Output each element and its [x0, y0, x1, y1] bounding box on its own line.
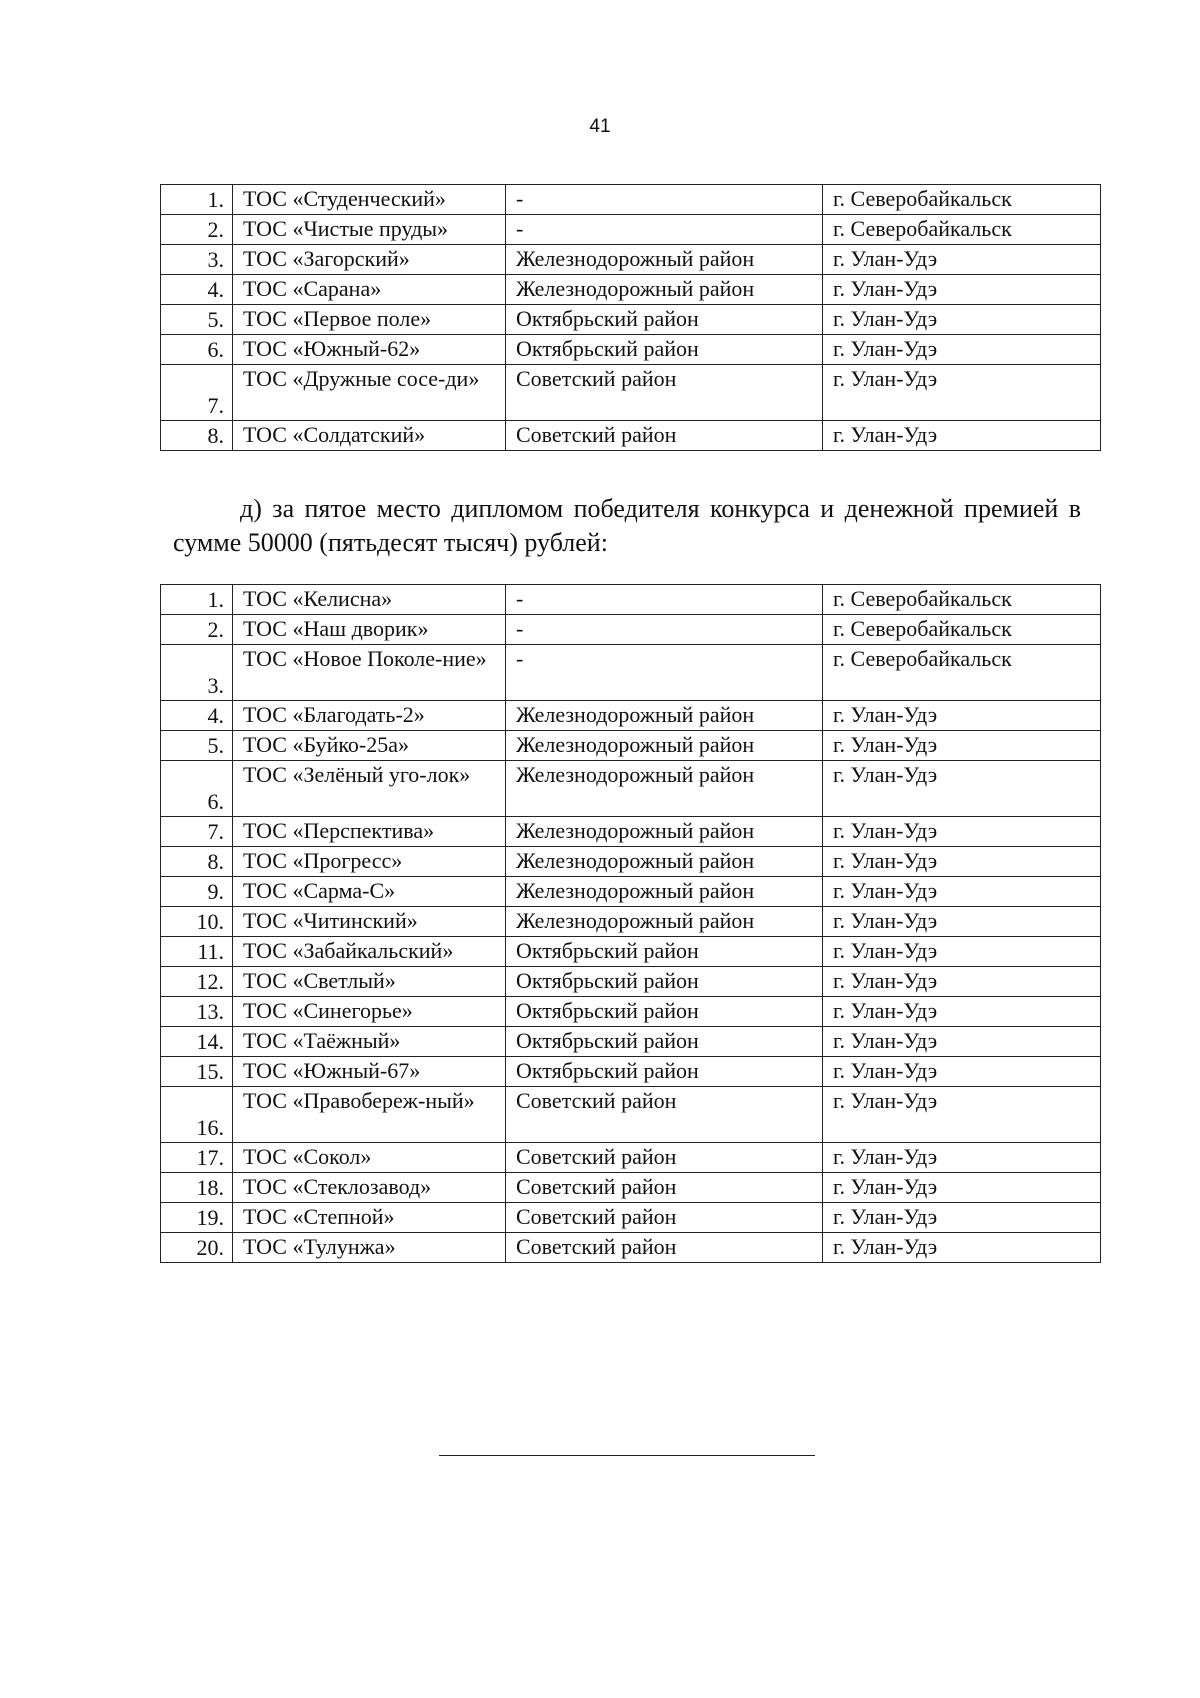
district-name: Октябрьский район: [506, 997, 823, 1027]
tos-name: ТОС «Студенческий»: [233, 185, 506, 215]
city-name: г. Улан-Удэ: [823, 1143, 1101, 1173]
city-name: г. Улан-Удэ: [823, 937, 1101, 967]
city-name: г. Улан-Удэ: [823, 1057, 1101, 1087]
table-row: [161, 907, 1101, 937]
city-name: г. Улан-Удэ: [823, 761, 1101, 817]
row-number: 8.: [161, 421, 233, 451]
third-place-winners-table: [160, 184, 1101, 451]
tos-name: ТОС «Прогресс»: [233, 847, 506, 877]
table-row: [161, 185, 1101, 215]
district-name: Октябрьский район: [506, 305, 823, 335]
district-name: Железнодорожный район: [506, 877, 823, 907]
district-name: Советский район: [506, 421, 823, 451]
city-name: г. Улан-Удэ: [823, 245, 1101, 275]
table-row: [161, 1203, 1101, 1233]
city-name: г. Улан-Удэ: [823, 907, 1101, 937]
table-row: [161, 731, 1101, 761]
tos-name: ТОС «Читинский»: [233, 907, 506, 937]
city-name: г. Улан-Удэ: [823, 1087, 1101, 1143]
row-number: 5.: [161, 731, 233, 761]
tos-name: ТОС «Стеклозавод»: [233, 1173, 506, 1203]
tos-name: ТОС «Правобереж-ный»: [233, 1087, 506, 1143]
tos-name: ТОС «Сокол»: [233, 1143, 506, 1173]
district-name: Октябрьский район: [506, 937, 823, 967]
district-name: Октябрьский район: [506, 1057, 823, 1087]
table-row: [161, 1057, 1101, 1087]
row-number: 4.: [161, 701, 233, 731]
district-name: Железнодорожный район: [506, 275, 823, 305]
table-row: [161, 701, 1101, 731]
row-number: 3.: [161, 245, 233, 275]
tos-name: ТОС «Светлый»: [233, 967, 506, 997]
city-name: г. Улан-Удэ: [823, 847, 1101, 877]
row-number: 5.: [161, 305, 233, 335]
city-name: г. Улан-Удэ: [823, 997, 1101, 1027]
row-number: 1.: [161, 185, 233, 215]
tos-name: ТОС «Солдатский»: [233, 421, 506, 451]
table-row: [161, 305, 1101, 335]
city-name: г. Улан-Удэ: [823, 305, 1101, 335]
tos-name: ТОС «Сарма-С»: [233, 877, 506, 907]
city-name: г. Улан-Удэ: [823, 1173, 1101, 1203]
table-row: [161, 877, 1101, 907]
district-name: Железнодорожный район: [506, 817, 823, 847]
city-name: г. Улан-Удэ: [823, 421, 1101, 451]
district-name: Октябрьский район: [506, 1027, 823, 1057]
district-name: Советский район: [506, 1173, 823, 1203]
table-row: [161, 245, 1101, 275]
city-name: г. Северобайкальск: [823, 645, 1101, 701]
row-number: 6.: [161, 761, 233, 817]
district-name: -: [506, 185, 823, 215]
tos-name: ТОС «Первое поле»: [233, 305, 506, 335]
row-number: 10.: [161, 907, 233, 937]
tos-name: ТОС «Наш дворик»: [233, 615, 506, 645]
row-number: 9.: [161, 877, 233, 907]
table-row: [161, 817, 1101, 847]
table-row: [161, 275, 1101, 305]
district-name: Октябрьский район: [506, 335, 823, 365]
district-name: Железнодорожный район: [506, 907, 823, 937]
fifth-place-paragraph: д) за пятое место дипломом победителя конкурса и денежной премией в сумме 50000 (пятьдесят тысяч) рублей:: [173, 494, 1081, 557]
district-name: Железнодорожный район: [506, 701, 823, 731]
tos-name: ТОС «Забайкальский»: [233, 937, 506, 967]
city-name: г. Северобайкальск: [823, 215, 1101, 245]
table-row: [161, 335, 1101, 365]
city-name: г. Северобайкальск: [823, 585, 1101, 615]
row-number: 3.: [161, 645, 233, 701]
row-number: 16.: [161, 1087, 233, 1143]
row-number: 19.: [161, 1203, 233, 1233]
tos-name: ТОС «Южный-67»: [233, 1057, 506, 1087]
district-name: Советский район: [506, 1233, 823, 1263]
city-name: г. Северобайкальск: [823, 615, 1101, 645]
row-number: 4.: [161, 275, 233, 305]
tos-name: ТОС «Келисна»: [233, 585, 506, 615]
page-number: 41: [589, 116, 611, 137]
table-row: [161, 761, 1101, 817]
row-number: 18.: [161, 1173, 233, 1203]
city-name: г. Улан-Удэ: [823, 967, 1101, 997]
district-name: -: [506, 645, 823, 701]
district-name: Железнодорожный район: [506, 847, 823, 877]
city-name: г. Северобайкальск: [823, 185, 1101, 215]
district-name: Советский район: [506, 1203, 823, 1233]
city-name: г. Улан-Удэ: [823, 365, 1101, 421]
table-body: [161, 185, 1101, 451]
footer-divider: [439, 1455, 815, 1456]
city-name: г. Улан-Удэ: [823, 731, 1101, 761]
district-name: Железнодорожный район: [506, 761, 823, 817]
tos-name: ТОС «Зелёный уго-лок»: [233, 761, 506, 817]
row-number: 8.: [161, 847, 233, 877]
district-name: -: [506, 585, 823, 615]
table-row: [161, 1087, 1101, 1143]
city-name: г. Улан-Удэ: [823, 335, 1101, 365]
tos-name: ТОС «Буйко-25а»: [233, 731, 506, 761]
tos-name: ТОС «Благодать-2»: [233, 701, 506, 731]
district-name: Железнодорожный район: [506, 245, 823, 275]
row-number: 2.: [161, 215, 233, 245]
table-row: [161, 1233, 1101, 1263]
district-name: Железнодорожный район: [506, 731, 823, 761]
row-number: 1.: [161, 585, 233, 615]
row-number: 6.: [161, 335, 233, 365]
city-name: г. Улан-Удэ: [823, 1027, 1101, 1057]
row-number: 13.: [161, 997, 233, 1027]
table-row: [161, 215, 1101, 245]
row-number: 7.: [161, 365, 233, 421]
district-name: -: [506, 215, 823, 245]
row-number: 20.: [161, 1233, 233, 1263]
table-body: [161, 585, 1101, 1263]
row-number: 12.: [161, 967, 233, 997]
table-row: [161, 967, 1101, 997]
table-row: [161, 421, 1101, 451]
row-number: 14.: [161, 1027, 233, 1057]
district-name: Советский район: [506, 1087, 823, 1143]
district-name: Советский район: [506, 1143, 823, 1173]
tos-name: ТОС «Южный-62»: [233, 335, 506, 365]
row-number: 17.: [161, 1143, 233, 1173]
table-row: [161, 997, 1101, 1027]
table-row: [161, 1173, 1101, 1203]
table-row: [161, 1143, 1101, 1173]
table-row: [161, 585, 1101, 615]
row-number: 15.: [161, 1057, 233, 1087]
tos-name: ТОС «Чистые пруды»: [233, 215, 506, 245]
row-number: 2.: [161, 615, 233, 645]
fifth-place-winners-table: [160, 584, 1101, 1263]
tos-name: ТОС «Степной»: [233, 1203, 506, 1233]
city-name: г. Улан-Удэ: [823, 817, 1101, 847]
table-row: [161, 365, 1101, 421]
tos-name: ТОС «Сарана»: [233, 275, 506, 305]
table-row: [161, 645, 1101, 701]
table-row: [161, 847, 1101, 877]
table-row: [161, 937, 1101, 967]
tos-name: ТОС «Тулунжа»: [233, 1233, 506, 1263]
city-name: г. Улан-Удэ: [823, 1203, 1101, 1233]
district-name: Октябрьский район: [506, 967, 823, 997]
tos-name: ТОС «Новое Поколе-ние»: [233, 645, 506, 701]
city-name: г. Улан-Удэ: [823, 275, 1101, 305]
city-name: г. Улан-Удэ: [823, 877, 1101, 907]
row-number: 7.: [161, 817, 233, 847]
tos-name: ТОС «Загорский»: [233, 245, 506, 275]
city-name: г. Улан-Удэ: [823, 701, 1101, 731]
table-row: [161, 1027, 1101, 1057]
tos-name: ТОС «Дружные сосе-ди»: [233, 365, 506, 421]
district-name: -: [506, 615, 823, 645]
table-row: [161, 615, 1101, 645]
tos-name: ТОС «Перспектива»: [233, 817, 506, 847]
row-number: 11.: [161, 937, 233, 967]
tos-name: ТОС «Синегорье»: [233, 997, 506, 1027]
tos-name: ТОС «Таёжный»: [233, 1027, 506, 1057]
city-name: г. Улан-Удэ: [823, 1233, 1101, 1263]
district-name: Советский район: [506, 365, 823, 421]
